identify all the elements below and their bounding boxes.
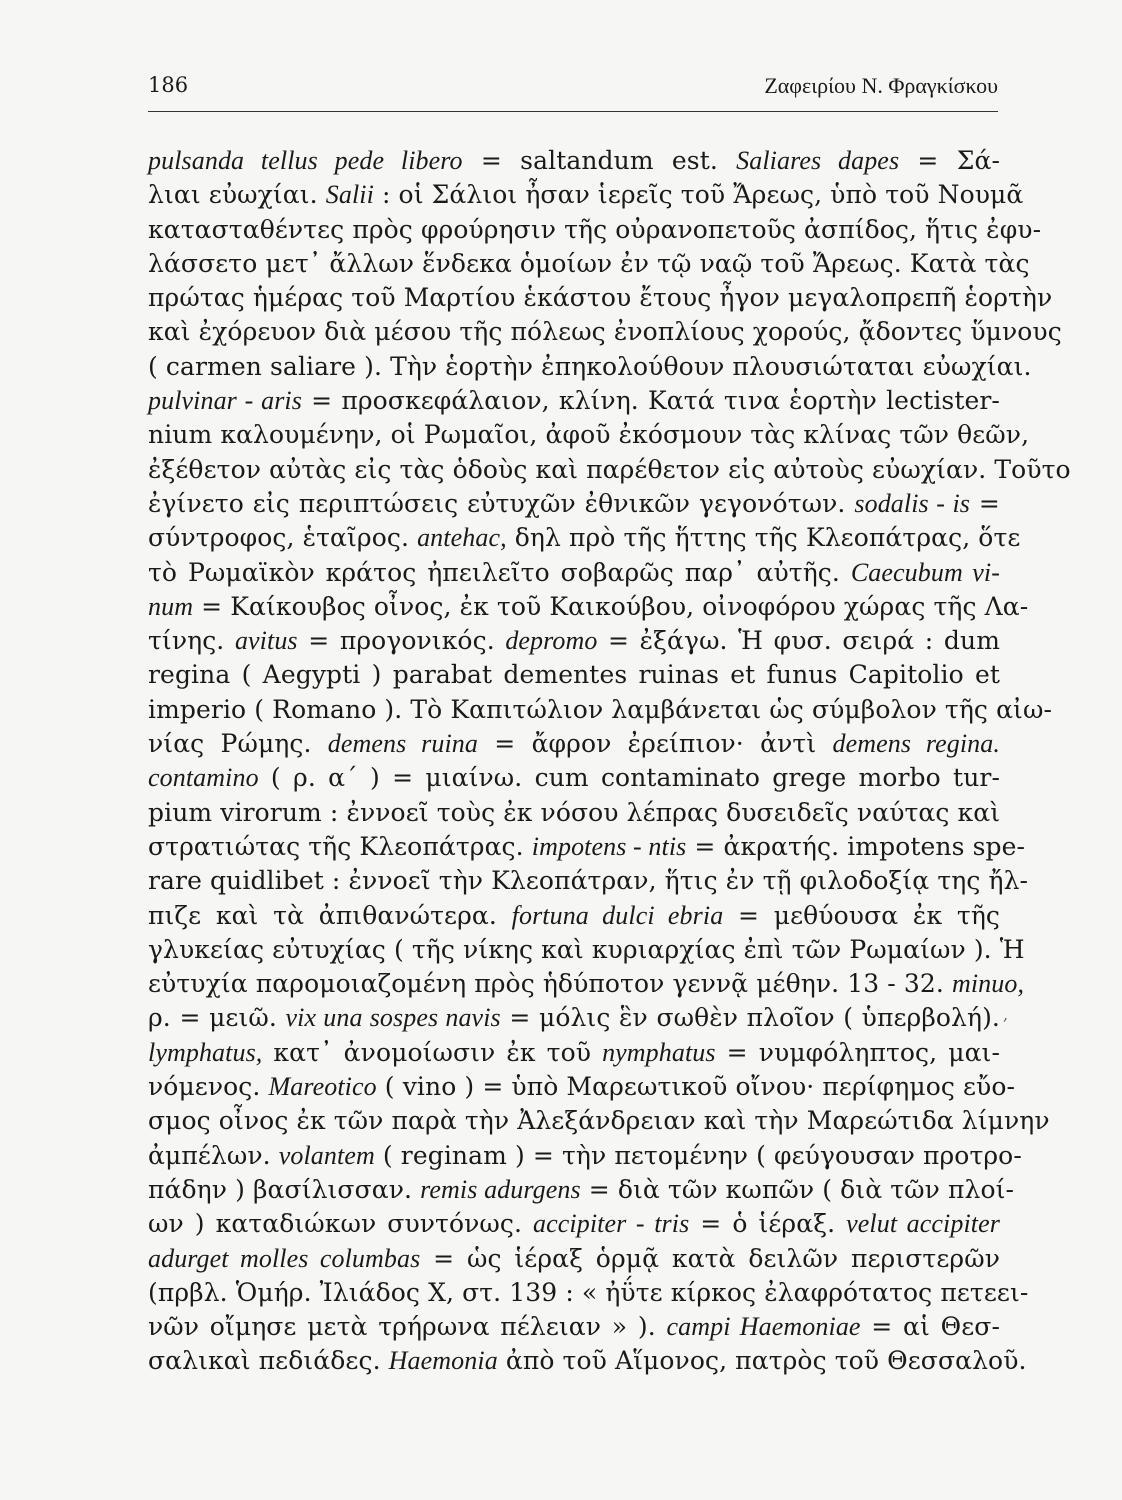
text-segment: σμος οἶνος ἐκ τῶν παρὰ τὴν Ἀλεξάνδρειαν καὶ τὴν Μαρεώτιδα λίμνην [148,1106,1050,1136]
text-segment: ρ. = μειῶ. [148,1003,286,1033]
text-line [148,967,1025,1001]
text-segment: = ἐξάγω. Ἡ φυσ. σειρά : dum [597,626,1001,656]
text-line [148,213,1042,247]
text-line [148,624,1000,658]
latin-term: depromo [505,626,598,656]
latin-term: contamino [148,763,259,793]
text-segment: ( ρ. α΄ ) = μιαίνω. cum contaminato grege morbo tur- [258,763,1000,793]
latin-term: adurget molles columbas [148,1243,421,1273]
text-segment: regina ( Aegypti ) parabat dementes ruinas et funus Capitolio et [148,660,1000,690]
text-segment: = ὁ ἱέραξ. [689,1209,847,1239]
latin-term: pulsanda tellus pede libero [148,146,463,175]
margin-mark: ‚ [1002,1005,1008,1024]
text-segment: τίνης. [148,626,235,656]
text-segment: εὐτυχία παρομοιαζομένη πρὸς ἡδύποτον γεννᾷ μέθην. 13 - 32. [148,969,952,999]
latin-term: vix una sospes navis [285,1003,501,1033]
text-segment: στρατιώτας τῆς Κλεοπάτρας. [148,831,532,861]
running-head: Ζαφειρίου Ν. Φραγκίσκου [764,73,998,98]
text-line [148,796,1000,830]
text-segment: νόμενος. [148,1072,269,1102]
text-line [148,1070,1016,1104]
text-segment: = προσκεφάλαιον, κλίνη. Κατά τινα ἑορτὴν lectister- [301,386,1000,416]
text-segment: = saltandum est. [462,146,737,175]
latin-term: remis adurgens [420,1174,581,1204]
text-line [148,1001,1000,1035]
latin-term: fortuna dulci ebria [511,900,724,930]
text-segment: ἀμπέλων. [148,1140,279,1170]
text-segment: πιζε καὶ τὰ ἀπιθανώτερα. [148,900,512,930]
text-line [148,1310,1000,1344]
text-segment: κατασταθέντες πρὸς φρούρησιν τῆς οὐρανοπετοῦς ἀσπίδος, ἥτις ἐφυ- [148,214,1042,244]
text-line [148,693,1052,727]
text-segment: = Καίκουβος οἶνος, ἐκ τοῦ Καικούβου, οἰνοφόρου χώρας τῆς Λα- [193,591,1029,621]
text-line [148,521,1021,555]
text-line [148,1173,1015,1207]
text-segment: = ἀκρατής. impotens spe- [686,831,1026,861]
text-line [148,247,1030,281]
text-line [148,556,1000,590]
text-segment: ἐγίνετο εἰς περιπτώσεις εὐτυχῶν ἐθνικῶν γεγονότων. [148,488,855,518]
text-segment: καὶ ἐχόρευον διὰ μέσου τῆς πόλεως ἐνοπλίους χορούς, ᾄδοντες ὕμνους [148,317,1062,347]
text-line [148,281,1053,315]
latin-term: nymphatus [602,1037,716,1067]
text-line [148,178,1024,212]
text-line [148,1242,1000,1276]
latin-term: accipiter - tris [533,1209,690,1239]
latin-term: pulvinar - aris [148,386,302,416]
text-segment: ( vino ) = ὑπὸ Μαρεωτικοῦ οἴνου· περίφημος εὔο- [376,1072,1016,1102]
latin-term: Salii [325,180,374,210]
latin-term: num [148,591,194,621]
latin-term: Caecubum vi- [850,557,1000,587]
text-segment: ων ) καταδιώκων συντόνως. [148,1209,534,1239]
text-segment: τὸ Ρωμαϊκὸν κράτος ἠπειλεῖτο σοβαρῶς παρ᾽ αὐτῆς. [148,557,851,587]
text-segment: λάσσετο μετ᾽ ἄλλων ἕνδεκα ὁμοίων ἐν τῷ ναῷ τοῦ Ἄρεως. Κατὰ τὰς [148,248,1030,278]
text-line [148,933,1025,967]
text-line [148,658,1000,692]
latin-term: demens regina. [832,729,1000,759]
text-segment: γλυκείας εὐτυχίας ( τῆς νίκης καὶ κυριαρχίας ἐπὶ τῶν Ρωμαίων ). Ἡ [148,934,1025,964]
latin-term: campi Haemoniae [666,1312,861,1342]
text-segment: δηλ πρὸ τῆς ἥττης τῆς Κλεοπάτρας, ὅτε [506,523,1021,553]
text-segment: = νυμφόληπτος, μαι- [715,1037,1001,1067]
text-line [148,1036,1000,1070]
latin-term: antehac, [417,523,507,553]
latin-term: Mareotico [268,1072,377,1102]
text-line [148,315,1062,349]
text-segment: = ὡς ἱέραξ ὁρμᾷ κατὰ δειλῶν περιστερῶν [420,1243,1000,1273]
text-line [148,590,1029,624]
latin-term: impotens - ntis [531,831,687,861]
text-line [148,899,1000,933]
text-segment: ἀπὸ τοῦ Αἵμονος, πατρὸς τοῦ Θεσσαλοῦ. [497,1346,1027,1376]
text-segment: : οἱ Σάλιοι ἦσαν ἱερεῖς τοῦ Ἄρεως, ὑπὸ τοῦ Νουμᾶ [373,180,1024,210]
page-header [148,73,998,105]
text-segment: σύντροφος, ἑταῖρος. [148,523,418,553]
text-segment: imperio ( Romano ). Τὸ Καπιτώλιον λαμβάνεται ὡς σύμβολον τῆς αἰω- [148,694,1052,724]
text-segment: νίας Ρώμης. [148,729,328,759]
text-line [148,761,1000,795]
text-line [148,727,1000,761]
text-segment: = Σά- [899,146,1000,175]
text-segment: πάδην ) βασίλισσαν. [148,1174,421,1204]
text-line [148,830,1026,864]
text-segment: = αἱ Θεσ- [860,1312,1000,1342]
text-segment: ( reginam ) = τὴν πετομένην ( φεύγουσαν προτρο- [374,1140,1022,1170]
text-segment: κατ᾽ ἀνομοίωσιν ἐκ τοῦ [262,1037,603,1067]
text-line [148,384,1000,418]
text-line [148,487,1000,521]
text-segment: pium virorum : ἐννοεῖ τοὺς ἐκ νόσου λέπρας δυσειδεῖς ναύτας καὶ [148,797,1001,827]
text-segment: nium καλουμένην, οἱ Ρωμαῖοι, ἀφοῦ ἐκόσμουν τὰς κλίνας τῶν θεῶν, [148,420,1030,450]
text-segment: σαλικαὶ πεδιάδες. [148,1346,389,1376]
text-line [148,1139,1022,1173]
header-rule [148,111,998,112]
latin-term: volantem [278,1140,375,1170]
text-segment: = [970,488,1000,518]
text-segment: λιαι εὐωχίαι. [148,180,326,210]
text-segment: ( carmen saliare ). Τὴν ἑορτὴν ἐπηκολούθουν πλουσιώταται εὐωχίαι. [148,351,1032,381]
text-segment: πρώτας ἡμέρας τοῦ Μαρτίου ἑκάστου ἔτους ἦγον μεγαλοπρεπῆ ἑορτὴν [148,283,1053,313]
latin-term: minuo, [951,969,1025,999]
text-segment: = διὰ τῶν κωπῶν ( διὰ τῶν πλοί- [580,1174,1015,1204]
latin-term: velut accipiter [846,1209,1000,1239]
text-line [148,144,1000,178]
text-line [148,1207,1000,1241]
text-segment: rare quidlibet : ἐννοεῖ τὴν Κλεοπάτραν, ἥτις ἐν τῇ φιλοδοξίᾳ της ἤλ- [148,866,1029,896]
text-segment: (πρβλ. Ὁμήρ. Ἰλιάδος Χ, στ. 139 : « ἠΰτε κίρκος ἐλαφρότατος πετεει- [148,1277,1029,1307]
text-line [148,418,1030,452]
text-line [148,1104,1050,1138]
text-line [148,453,1071,487]
text-segment: = μόλις ἓν σωθὲν πλοῖον ( ὑπερβολή). [500,1003,1000,1033]
latin-term: avitus [234,626,298,656]
text-segment: ἐξέθετον αὐτὰς εἰς τὰς ὁδοὺς καὶ παρέθετον εἰς αὐτοὺς εὐωχίαν. Τοῦτο [148,454,1071,484]
text-line [148,864,1029,898]
text-segment: = προγονικός. [297,626,506,656]
text-line [148,1344,1027,1378]
text-line [148,350,1032,384]
latin-term: demens ruina [327,729,479,759]
text-segment: νῶν οἴμησε μετὰ τρήρωνα πέλειαν » ). [148,1312,667,1342]
page-number: 186 [148,73,189,97]
commentary-text [148,144,1071,1379]
text-segment: = μεθύουσα ἐκ τῆς [723,900,1000,930]
text-segment: = ἄφρον ἐρείπιον· ἀντὶ [478,729,833,759]
latin-term: sodalis - is [854,488,971,518]
text-line [148,1276,1029,1310]
latin-term: Haemonia [388,1346,498,1376]
latin-term: Saliares dapes [736,146,900,175]
latin-term: lymphatus, [148,1037,263,1067]
